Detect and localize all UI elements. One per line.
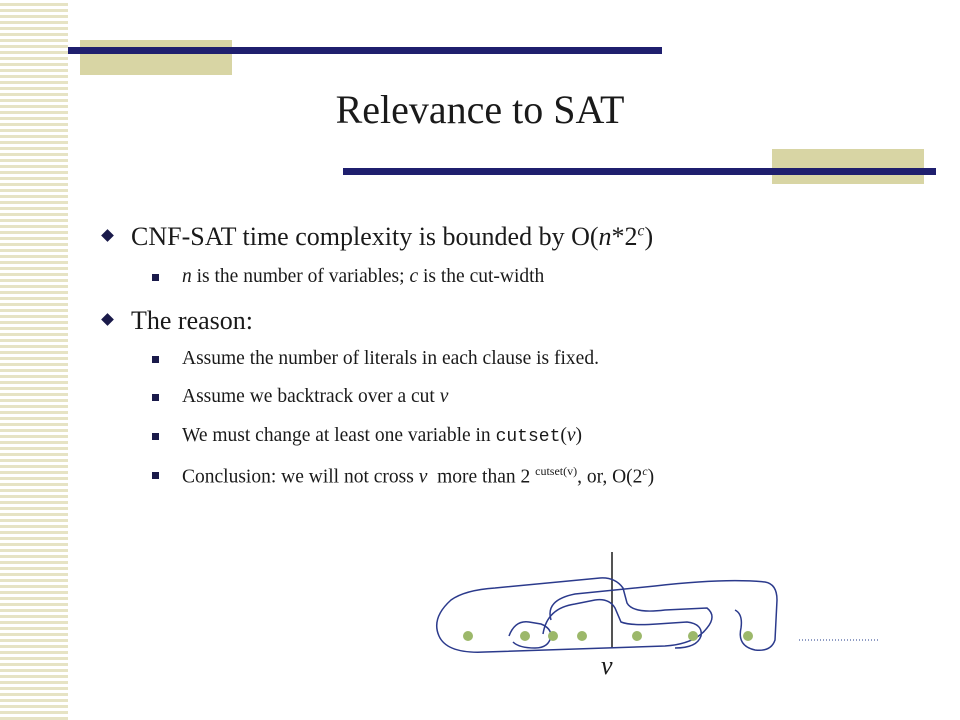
diamond-bullet-icon [101,313,114,326]
top-accent-navy-line [68,47,662,54]
variable-node [520,631,530,641]
clause-curve-outer [437,578,712,652]
bottom-accent-olive-bar [772,149,924,184]
sub-bullet-backtrack: Assume we backtrack over a cut v [182,386,448,408]
sub-bullet-fixed-literals: Assume the number of literals in each clause is fixed. [182,348,599,370]
bullet-complexity: CNF-SAT time complexity is bounded by O(n*2$^c$) [131,222,653,252]
clause-curve-middle [543,600,701,648]
sub-bullet-conclusion: Conclusion: we will not cross v more than 2 $^{cutset(v)}$, or, O(2$^c$) [182,464,654,489]
variable-node [548,631,558,641]
square-bullet-icon [152,274,159,281]
sub-bullet-cutset: We must change at least one variable in cutset(v) [182,425,582,447]
square-bullet-icon [152,394,159,401]
square-bullet-icon [152,433,159,440]
cut-label: v [601,651,613,680]
sub-bullet-definitions: n is the number of variables; c is the cut-width [182,266,544,288]
variable-node [743,631,753,641]
bottom-accent-navy-line [343,168,936,175]
top-accent-olive-bar [80,40,232,75]
diamond-bullet-icon [101,229,114,242]
variable-node [688,631,698,641]
square-bullet-icon [152,356,159,363]
variable-node [577,631,587,641]
slide-title: Relevance to SAT [335,87,625,132]
variable-node [463,631,473,641]
variable-node [632,631,642,641]
square-bullet-icon [152,472,159,479]
bullet-reason: The reason: [131,306,253,336]
clause-curve-left-inner [509,622,551,648]
cut-width-diagram [425,548,885,688]
